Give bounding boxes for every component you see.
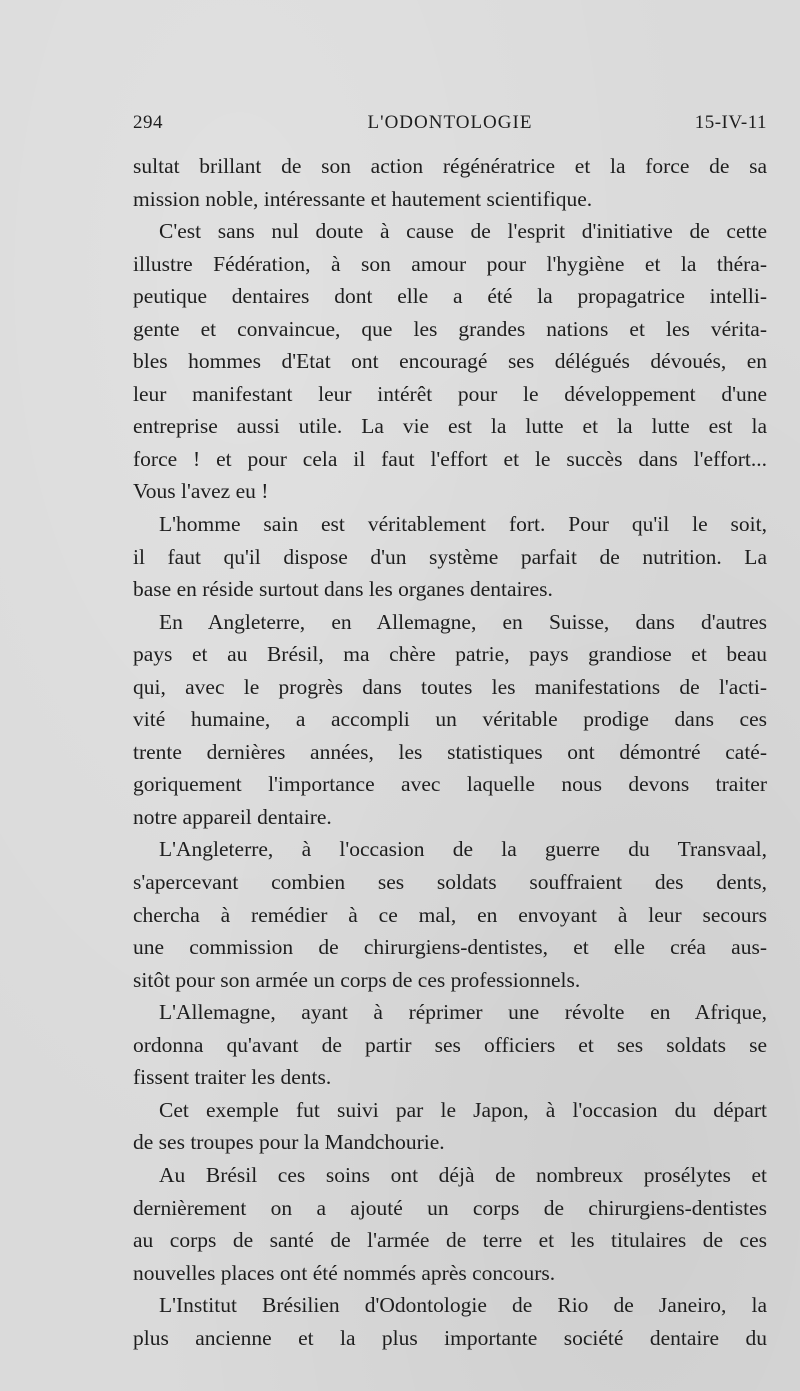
text-line: trente dernières années, les statistiques ont démontré caté- xyxy=(133,739,767,764)
text-line: entreprise aussi utile. La vie est la lutte et la lutte est la xyxy=(133,414,767,439)
text-line: C'est sans nul doute à cause de l'esprit d'initiative de cette xyxy=(159,219,767,244)
text-line: L'homme sain est véritablement fort. Pour qu'il le soit, xyxy=(159,512,767,537)
text-line: peutique dentaires dont elle a été la propagatrice intelli- xyxy=(133,284,767,309)
text-line: illustre Fédération, à son amour pour l'hygiène et la théra- xyxy=(133,251,767,276)
text-line: qui, avec le progrès dans toutes les manifestations de l'acti- xyxy=(133,674,767,699)
text-line: mission noble, intéressante et hautement scientifique. xyxy=(133,186,593,211)
text-line: L'Allemagne, ayant à réprimer une révolte en Afrique, xyxy=(159,1000,767,1025)
text-line: notre appareil dentaire. xyxy=(133,804,332,829)
text-line: pays et au Brésil, ma chère patrie, pays grandiose et beau xyxy=(133,642,767,667)
text-line: vité humaine, a accompli un véritable prodige dans ces xyxy=(133,707,767,732)
page-number: 294 xyxy=(133,112,163,133)
body-text xyxy=(133,150,767,1354)
text-line: ordonna qu'avant de partir ses officiers et ses soldats se xyxy=(133,1032,767,1057)
text-line: il faut qu'il dispose d'un système parfait de nutrition. La xyxy=(133,544,767,569)
running-title: L'ODONTOLOGIE xyxy=(367,112,533,133)
text-line: plus ancienne et la plus importante société dentaire du xyxy=(133,1325,767,1350)
text-line: nouvelles places ont été nommés après concours. xyxy=(133,1260,556,1285)
text-line: Vous l'avez eu ! xyxy=(133,479,269,504)
text-line: dernièrement on a ajouté un corps de chirurgiens-dentistes xyxy=(133,1195,767,1220)
text-line: fissent traiter les dents. xyxy=(133,1065,332,1090)
issue-date: 15-IV-11 xyxy=(694,112,767,133)
text-line: En Angleterre, en Allemagne, en Suisse, dans d'autres xyxy=(159,609,767,634)
text-line: goriquement l'importance avec laquelle nous devons traiter xyxy=(133,772,767,797)
text-line: au corps de santé de l'armée de terre et les titulaires de ces xyxy=(133,1228,767,1253)
text-line: une commission de chirurgiens-dentistes, et elle créa aus- xyxy=(133,935,767,960)
text-line: force ! et pour cela il faut l'effort et le succès dans l'effort... xyxy=(133,446,767,471)
text-line: bles hommes d'Etat ont encouragé ses délégués dévoués, en xyxy=(133,349,767,374)
text-line: gente et convaincue, que les grandes nations et les vérita- xyxy=(133,316,767,341)
text-line: Au Brésil ces soins ont déjà de nombreux prosélytes et xyxy=(159,1162,767,1187)
text-line: base en réside surtout dans les organes dentaires. xyxy=(133,577,553,602)
text-line: sitôt pour son armée un corps de ces professionnels. xyxy=(133,967,581,992)
text-line: s'apercevant combien ses soldats souffraient des dents, xyxy=(133,870,767,895)
page-header xyxy=(133,112,767,142)
text-line: chercha à remédier à ce mal, en envoyant à leur secours xyxy=(133,902,767,927)
text-line: L'Angleterre, à l'occasion de la guerre du Transvaal, xyxy=(159,837,767,862)
text-line: sultat brillant de son action régénératrice et la force de sa xyxy=(133,154,767,178)
text-line: leur manifestant leur intérêt pour le développement d'une xyxy=(133,381,767,406)
text-line: Cet exemple fut suivi par le Japon, à l'occasion du départ xyxy=(159,1097,767,1122)
text-line: de ses troupes pour la Mandchourie. xyxy=(133,1130,445,1155)
text-line: L'Institut Brésilien d'Odontologie de Rio de Janeiro, la xyxy=(159,1293,767,1318)
